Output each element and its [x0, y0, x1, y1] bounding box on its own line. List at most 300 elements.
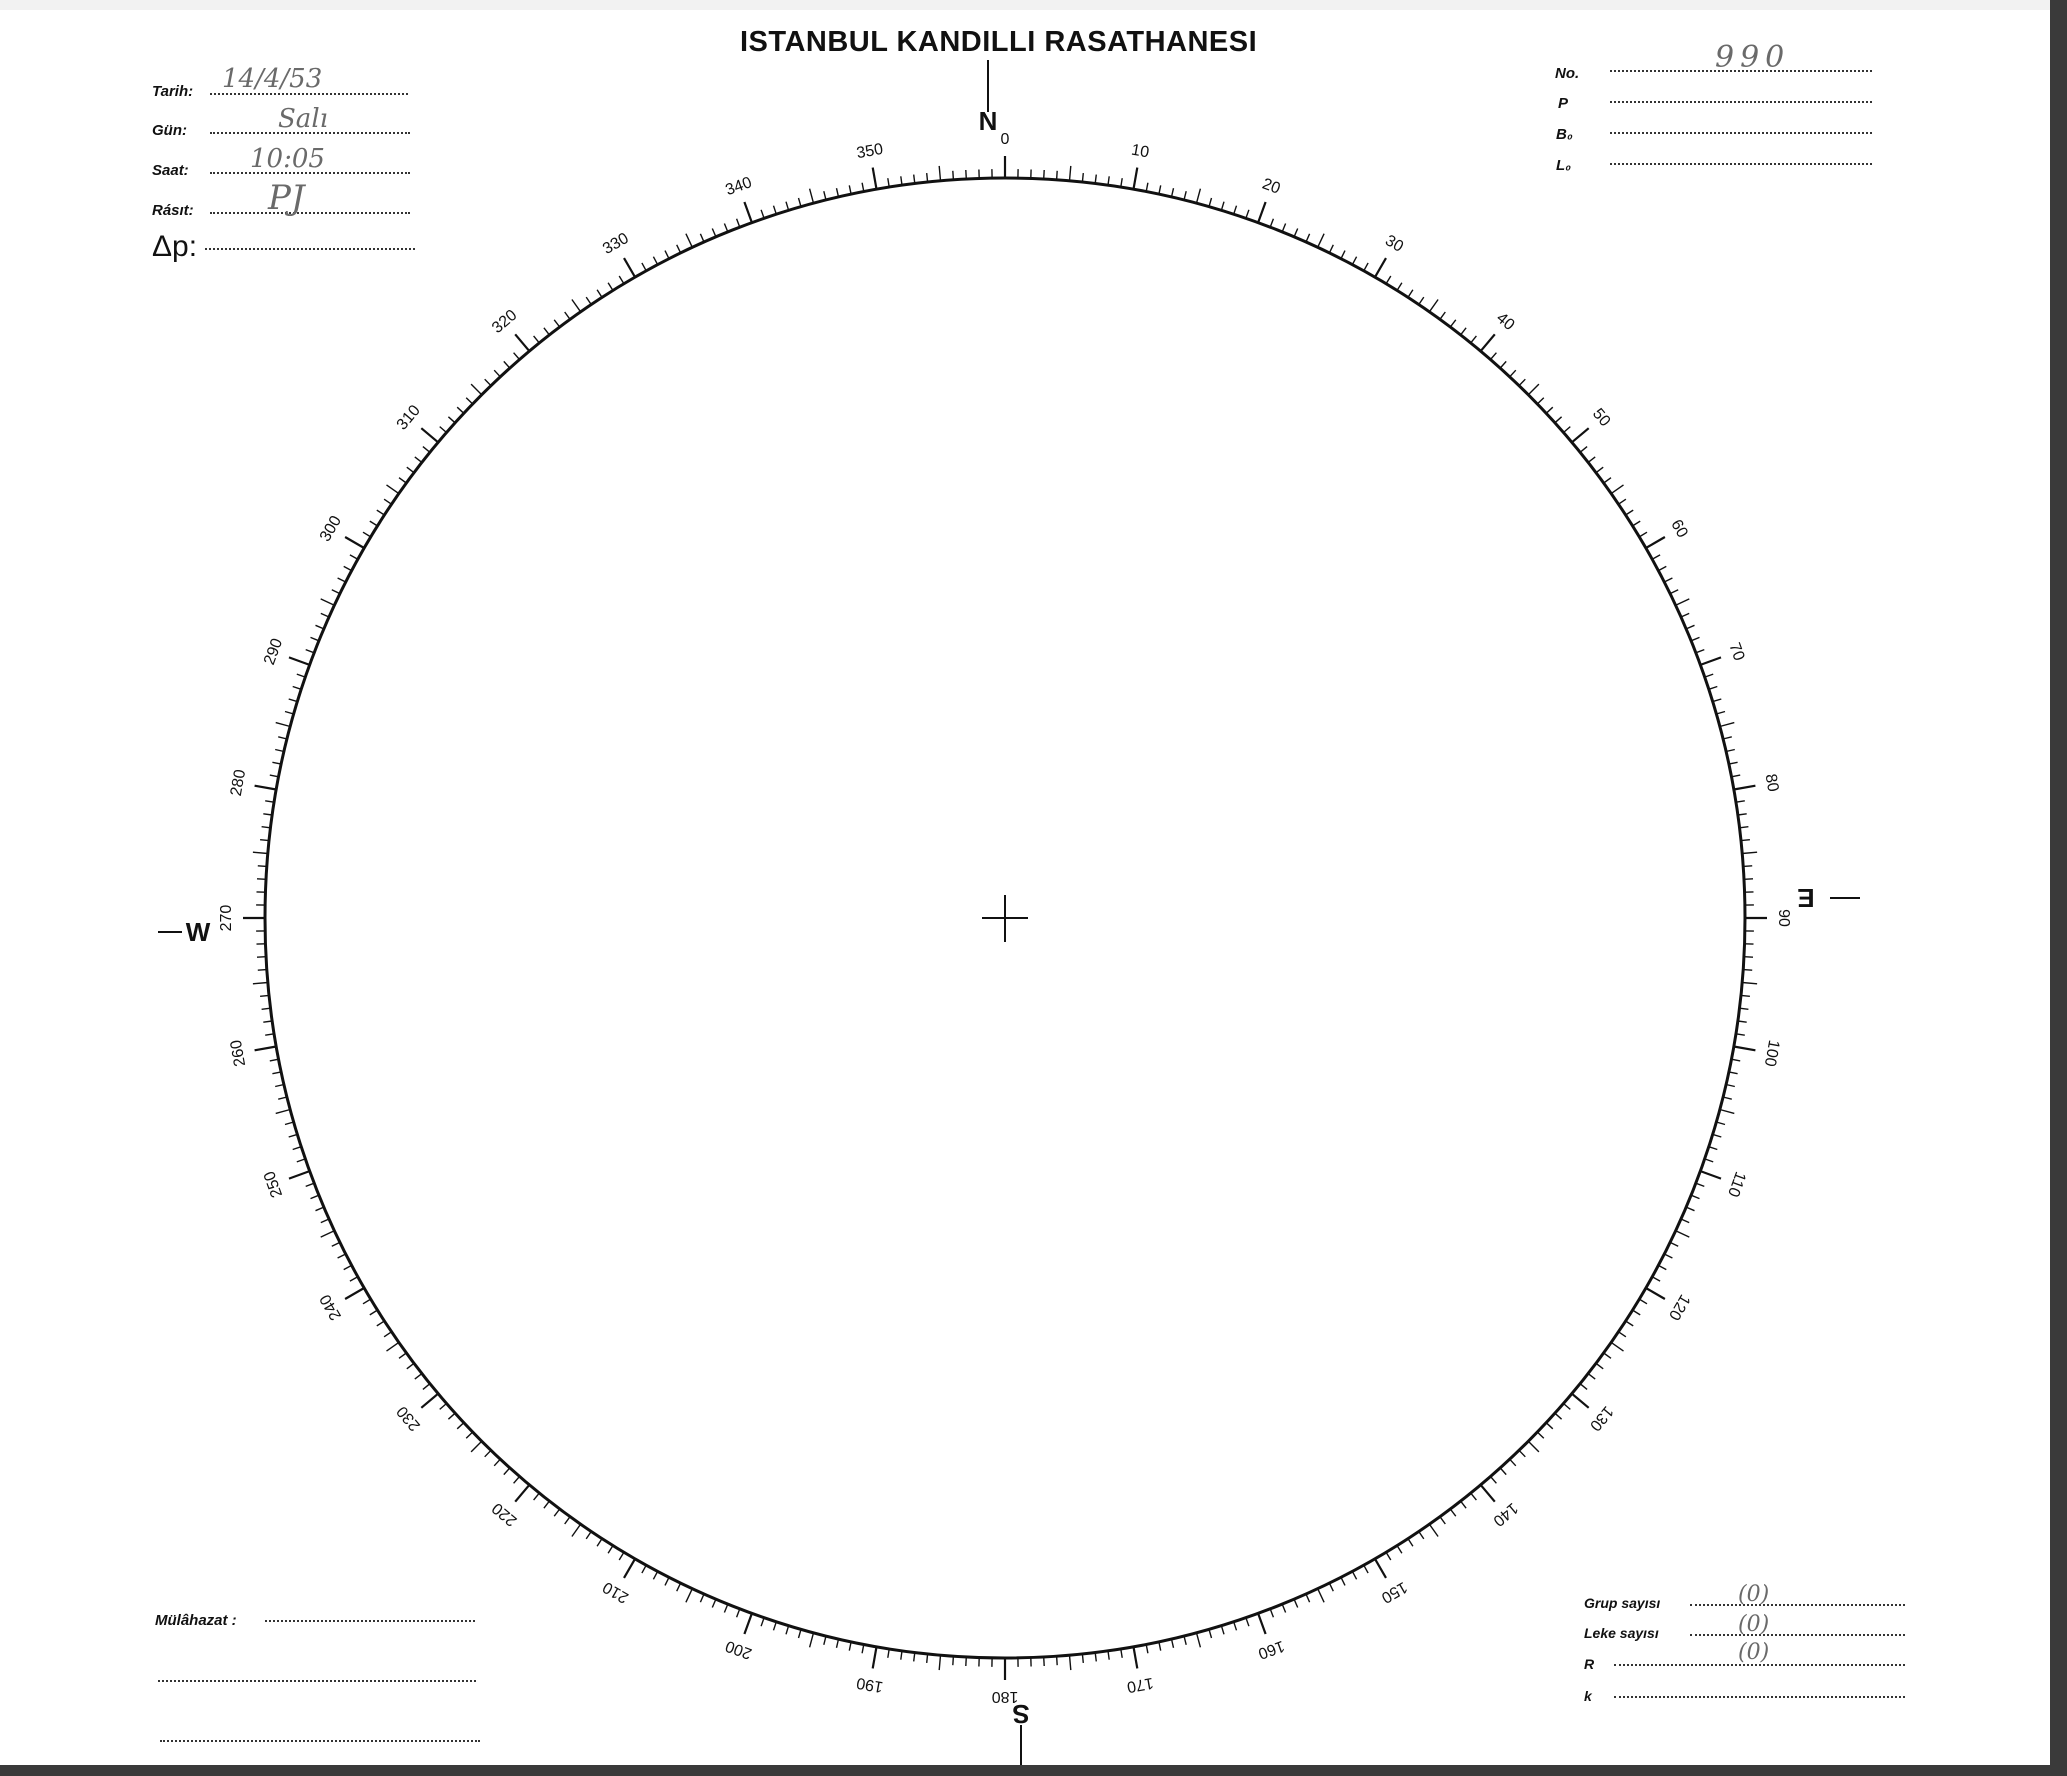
degree-tick [253, 852, 268, 853]
degree-label: 340 [723, 174, 755, 200]
degree-tick [810, 1633, 814, 1648]
degree-label: 140 [1489, 1499, 1521, 1530]
degree-tick [1626, 1321, 1634, 1326]
degree-tick [255, 786, 277, 790]
degree-tick [1670, 1242, 1678, 1246]
degree-tick [344, 566, 352, 570]
date-value: 14/4/53 [222, 64, 323, 94]
degree-tick [278, 737, 287, 739]
degree-tick [774, 206, 777, 215]
degree-tick [1172, 1639, 1174, 1648]
degree-tick [1318, 1589, 1324, 1603]
day-value: Salı [278, 104, 328, 134]
degree-tick [338, 578, 346, 582]
degree-tick [1691, 637, 1699, 640]
degree-tick [1564, 427, 1571, 433]
degree-tick [565, 312, 570, 319]
degree-tick [1491, 1477, 1497, 1484]
degree-tick [888, 178, 889, 187]
degree-tick [363, 1299, 371, 1304]
degree-tick [421, 428, 438, 442]
degree-tick [597, 290, 602, 298]
degree-tick [939, 166, 940, 181]
degree-tick [1450, 320, 1456, 327]
degree-tick [1743, 970, 1752, 971]
degree-tick [289, 699, 298, 702]
degree-tick [939, 1655, 940, 1670]
degree-tick [1510, 1459, 1516, 1466]
degree-tick [1246, 1618, 1249, 1627]
day-label: Gün: [152, 122, 187, 139]
degree-tick [289, 657, 310, 665]
degree-tick [332, 1242, 340, 1246]
degree-tick [1184, 1636, 1186, 1645]
degree-tick [837, 1639, 839, 1648]
degree-tick [586, 1532, 591, 1539]
degree-tick [1082, 1654, 1083, 1663]
degree-tick [737, 219, 740, 228]
degree-tick [316, 625, 324, 629]
degree-tick [258, 970, 267, 971]
degree-tick [1375, 1559, 1386, 1578]
degree-tick [1700, 657, 1721, 665]
degree-tick [504, 361, 510, 368]
degree-tick [457, 1423, 464, 1429]
degree-tick [1572, 1394, 1589, 1408]
degree-tick [1246, 210, 1249, 219]
degree-tick [873, 1647, 877, 1669]
degree-tick [1044, 1657, 1045, 1666]
degree-label: 160 [1255, 1636, 1287, 1662]
degree-tick [1258, 1613, 1266, 1634]
degree-tick [384, 499, 391, 504]
degree-tick [399, 478, 406, 483]
degree-tick [1282, 1604, 1285, 1612]
degree-tick [1611, 485, 1623, 494]
degree-tick [1664, 1254, 1672, 1258]
degree-tick [1429, 1524, 1438, 1536]
degree-tick [810, 189, 814, 204]
degree-tick [285, 1122, 294, 1125]
degree-tick [665, 1577, 669, 1585]
degree-tick [572, 1524, 581, 1536]
degree-tick [1713, 1134, 1722, 1137]
degree-label: 260 [227, 1038, 250, 1068]
degree-tick [321, 599, 335, 605]
degree-tick [1619, 499, 1626, 504]
degree-tick [799, 198, 802, 207]
group-count-label: Grup sayısı [1584, 1595, 1661, 1611]
degree-tick [1172, 188, 1174, 197]
degree-tick [257, 957, 266, 958]
degree-tick [485, 379, 491, 386]
degree-tick [786, 1626, 789, 1635]
degree-tick [1681, 1219, 1689, 1223]
degree-tick [265, 1034, 274, 1035]
degree-tick [1588, 1374, 1595, 1380]
observer-label: Rásıt: [152, 202, 194, 219]
degree-tick [1742, 983, 1757, 984]
degree-tick [1408, 1539, 1413, 1547]
degree-tick [1741, 995, 1750, 996]
degree-label: 20 [1259, 175, 1283, 198]
degree-tick [260, 995, 269, 996]
degree-tick [332, 590, 340, 594]
degree-tick [1397, 1546, 1402, 1554]
degree-tick [1429, 300, 1438, 312]
degree-tick [1588, 457, 1595, 463]
degree-tick [421, 1394, 438, 1408]
degree-tick [1555, 1413, 1562, 1419]
degree-tick [1633, 521, 1641, 526]
degree-tick [1723, 1097, 1732, 1099]
degree-label: 80 [1761, 772, 1782, 794]
degree-tick [686, 234, 692, 248]
degree-tick [1209, 1629, 1212, 1638]
degree-tick [1419, 297, 1424, 304]
degree-tick [448, 417, 455, 423]
degree-tick [321, 1231, 335, 1237]
degree-tick [1294, 1599, 1298, 1607]
degree-tick [1537, 398, 1544, 404]
degree-tick [1686, 1207, 1694, 1211]
degree-tick [1726, 1085, 1735, 1087]
degree-tick [554, 320, 560, 327]
degree-tick [1306, 1594, 1310, 1602]
degree-tick [471, 1441, 482, 1452]
degree-tick [953, 171, 954, 180]
degree-tick [275, 750, 284, 752]
degree-tick [377, 510, 385, 515]
degree-tick [363, 532, 371, 537]
degree-tick [384, 1332, 391, 1337]
degree-label: 40 [1492, 309, 1518, 335]
degree-tick [440, 1404, 447, 1410]
sheet-title: ISTANBUL KANDILLI RASATHANESI [740, 26, 1258, 58]
degree-tick [457, 407, 464, 413]
degree-tick [1596, 467, 1603, 473]
degree-tick [293, 1147, 302, 1150]
degree-tick [1696, 650, 1705, 653]
degree-tick [289, 1134, 298, 1137]
degree-tick [1528, 384, 1539, 395]
degree-label: 100 [1760, 1038, 1783, 1068]
degree-tick [1731, 775, 1740, 777]
degree-tick [1461, 328, 1467, 335]
degree-tick [1604, 1353, 1611, 1358]
degree-tick [1057, 1656, 1058, 1665]
degree-tick [1481, 1485, 1495, 1502]
degree-tick [1270, 1609, 1273, 1618]
degree-tick [306, 650, 315, 653]
degree-tick [1720, 723, 1735, 727]
degree-tick [297, 1159, 306, 1162]
degree-label: 150 [1378, 1577, 1410, 1607]
degree-tick [350, 1277, 358, 1281]
degree-tick [744, 1613, 752, 1634]
degree-tick [1134, 168, 1138, 190]
degree-tick [624, 1559, 635, 1578]
delta-p-label: Δp: [152, 230, 198, 263]
degree-tick [586, 297, 591, 304]
degree-tick [1519, 379, 1525, 386]
degree-tick [1500, 1468, 1506, 1475]
degree-tick [1282, 224, 1285, 232]
degree-tick [744, 202, 752, 223]
degree-tick [534, 1493, 540, 1500]
degree-tick [377, 1321, 385, 1326]
degree-tick [255, 1047, 277, 1051]
degree-tick [1700, 1171, 1721, 1179]
degree-tick [1709, 1147, 1718, 1150]
degree-tick [515, 334, 529, 351]
degree-label: 90 [1774, 909, 1792, 927]
degree-tick [466, 1432, 473, 1438]
degree-tick [653, 1571, 657, 1579]
degree-tick [260, 840, 269, 841]
degree-tick [1720, 1110, 1735, 1114]
degree-tick [485, 1450, 491, 1457]
degree-tick [1341, 1577, 1345, 1585]
degree-label: 110 [1723, 1169, 1749, 1200]
degree-tick [1440, 312, 1445, 319]
degree-tick [1639, 532, 1647, 537]
degree-tick [608, 1546, 613, 1554]
degree-tick [1121, 178, 1122, 187]
degree-tick [1716, 712, 1725, 715]
degree-tick [1604, 478, 1611, 483]
k-label: k [1584, 1688, 1592, 1704]
degree-tick [1159, 185, 1161, 194]
degree-tick [344, 1265, 352, 1269]
degree-tick [837, 188, 839, 197]
p-label: P [1558, 95, 1569, 112]
degree-tick [1491, 353, 1497, 360]
degree-tick [1729, 1072, 1738, 1074]
degree-tick [862, 1644, 864, 1653]
degree-tick [1619, 1332, 1626, 1337]
degree-tick [1510, 370, 1516, 377]
degree-tick [1329, 245, 1333, 253]
degree-tick [1209, 198, 1212, 207]
degree-tick [1744, 879, 1753, 880]
degree-tick [1352, 1571, 1356, 1579]
degree-tick [1729, 762, 1738, 764]
degree-tick [1397, 283, 1402, 291]
degree-tick [565, 1517, 570, 1524]
degree-label: 180 [991, 1687, 1019, 1705]
degree-tick [1341, 251, 1345, 259]
degree-label: 270 [218, 904, 236, 932]
degree-label: 200 [723, 1636, 755, 1662]
degree-tick [712, 229, 716, 237]
degree-tick [724, 1604, 727, 1612]
degree-tick [278, 1097, 287, 1099]
degree-tick [1742, 852, 1757, 853]
degree-tick [873, 168, 877, 190]
degree-tick [1664, 578, 1672, 582]
degree-tick [265, 801, 274, 802]
degree-tick [306, 1183, 315, 1186]
degree-tick [786, 202, 789, 211]
degree-tick [1646, 537, 1665, 548]
degree-tick [724, 224, 727, 232]
degree-tick [665, 251, 669, 259]
degree-tick [1234, 1622, 1237, 1631]
north-label: N [978, 106, 998, 136]
south-label: S [1012, 1699, 1030, 1729]
degree-tick [1741, 840, 1750, 841]
degree-tick [466, 398, 473, 404]
degree-tick [1723, 737, 1732, 739]
degree-label: 190 [855, 1673, 885, 1696]
degree-tick [1652, 1277, 1660, 1281]
degree-tick [1134, 1647, 1138, 1669]
degree-label: 60 [1667, 516, 1691, 541]
degree-tick [471, 384, 482, 395]
degree-tick [686, 1589, 692, 1603]
degree-label: 290 [261, 636, 287, 668]
degree-label: 50 [1588, 405, 1614, 431]
west-label: W [185, 917, 211, 947]
degree-tick [1734, 1047, 1756, 1051]
degree-tick [1318, 234, 1324, 248]
degree-tick [1234, 206, 1237, 215]
degree-tick [316, 1207, 324, 1211]
degree-tick [1146, 1644, 1148, 1653]
degree-tick [544, 1501, 550, 1508]
degree-tick [1686, 625, 1694, 629]
number-value: 990 [1715, 40, 1791, 75]
east-label: E [1797, 883, 1815, 913]
degree-tick [1572, 428, 1589, 442]
r-value: (0) [1738, 1640, 1770, 1665]
degree-tick [1375, 258, 1386, 277]
degree-tick [514, 1477, 520, 1484]
degree-tick [1555, 417, 1562, 423]
degree-label: 0 [1000, 131, 1010, 149]
degree-tick [1580, 1384, 1587, 1390]
degree-tick [544, 328, 550, 335]
degree-tick [1450, 1509, 1456, 1516]
degree-tick [1626, 510, 1634, 515]
degree-tick [966, 1657, 967, 1666]
degree-tick [1744, 957, 1753, 958]
degree-label: 240 [316, 1291, 346, 1323]
scan-right-edge [2050, 0, 2067, 1776]
degree-tick [1736, 1034, 1745, 1035]
degree-tick [1528, 1441, 1539, 1452]
degree-tick [276, 723, 291, 727]
degree-tick [440, 427, 447, 433]
time-label: Saat: [152, 162, 189, 179]
degree-tick [448, 1413, 455, 1419]
degree-tick [514, 353, 520, 360]
degree-tick [1364, 263, 1368, 271]
degree-tick [1044, 170, 1045, 179]
degree-tick [1258, 202, 1266, 223]
degree-tick [1159, 1642, 1161, 1651]
degree-tick [966, 170, 967, 179]
degree-tick [1519, 1450, 1525, 1457]
degree-tick [1681, 613, 1689, 617]
degree-tick [888, 1649, 889, 1658]
degree-tick [1676, 1231, 1690, 1237]
degree-tick [642, 263, 646, 271]
degree-tick [504, 1468, 510, 1475]
degree-tick [1646, 1288, 1665, 1299]
degree-tick [1419, 1532, 1424, 1539]
degree-tick [1121, 1649, 1122, 1658]
degree-tick [1705, 1159, 1714, 1162]
degree-tick [407, 1363, 414, 1369]
degree-tick [774, 1622, 777, 1631]
degree-label: 30 [1382, 232, 1407, 256]
degree-tick [257, 879, 266, 880]
degree-tick [1705, 674, 1714, 677]
degree-tick [311, 1195, 319, 1198]
degree-tick [1440, 1517, 1445, 1524]
degree-tick [927, 1654, 928, 1663]
degree-tick [849, 185, 851, 194]
degree-tick [1500, 361, 1506, 368]
degree-tick [407, 467, 414, 473]
degree-tick [700, 1594, 704, 1602]
degree-tick [1546, 407, 1553, 413]
number-label: No. [1555, 65, 1580, 82]
degree-tick [700, 234, 704, 242]
degree-tick [1716, 1122, 1725, 1125]
degree-tick [270, 775, 279, 777]
degree-tick [597, 1539, 602, 1547]
degree-tick [270, 1059, 279, 1061]
degree-tick [345, 1288, 364, 1299]
scan-bottom-edge [0, 1765, 2067, 1776]
degree-tick [1743, 866, 1752, 867]
degree-tick [761, 210, 764, 219]
degree-tick [1386, 276, 1391, 284]
degree-label: 230 [393, 1402, 424, 1434]
degree-tick [515, 1485, 529, 1502]
degree-tick [761, 1618, 764, 1627]
degree-tick [1726, 750, 1735, 752]
degree-tick [1633, 1310, 1641, 1315]
degree-tick [1639, 1299, 1647, 1304]
degree-label: 220 [489, 1499, 521, 1530]
degree-tick [1364, 1565, 1368, 1573]
observer-initials: PJ [268, 178, 305, 218]
degree-tick [370, 521, 378, 526]
remarks-label: Mülâhazat : [155, 1612, 237, 1629]
degree-tick [572, 300, 581, 312]
degree-tick [1537, 1432, 1544, 1438]
degree-tick [289, 1171, 310, 1179]
degree-tick [1676, 599, 1690, 605]
degree-tick [345, 537, 364, 548]
degree-tick [1197, 189, 1201, 204]
degree-tick [619, 1552, 624, 1560]
degree-tick [1546, 1423, 1553, 1429]
degree-tick [399, 1353, 406, 1358]
degree-tick [1306, 234, 1310, 242]
degree-tick [642, 1565, 646, 1573]
degree-label: 10 [1129, 141, 1151, 162]
degree-tick [1221, 202, 1224, 211]
date-label: Tarih: [152, 83, 194, 100]
degree-tick [494, 1459, 500, 1466]
degree-tick [824, 191, 826, 200]
degree-tick [415, 1374, 422, 1380]
